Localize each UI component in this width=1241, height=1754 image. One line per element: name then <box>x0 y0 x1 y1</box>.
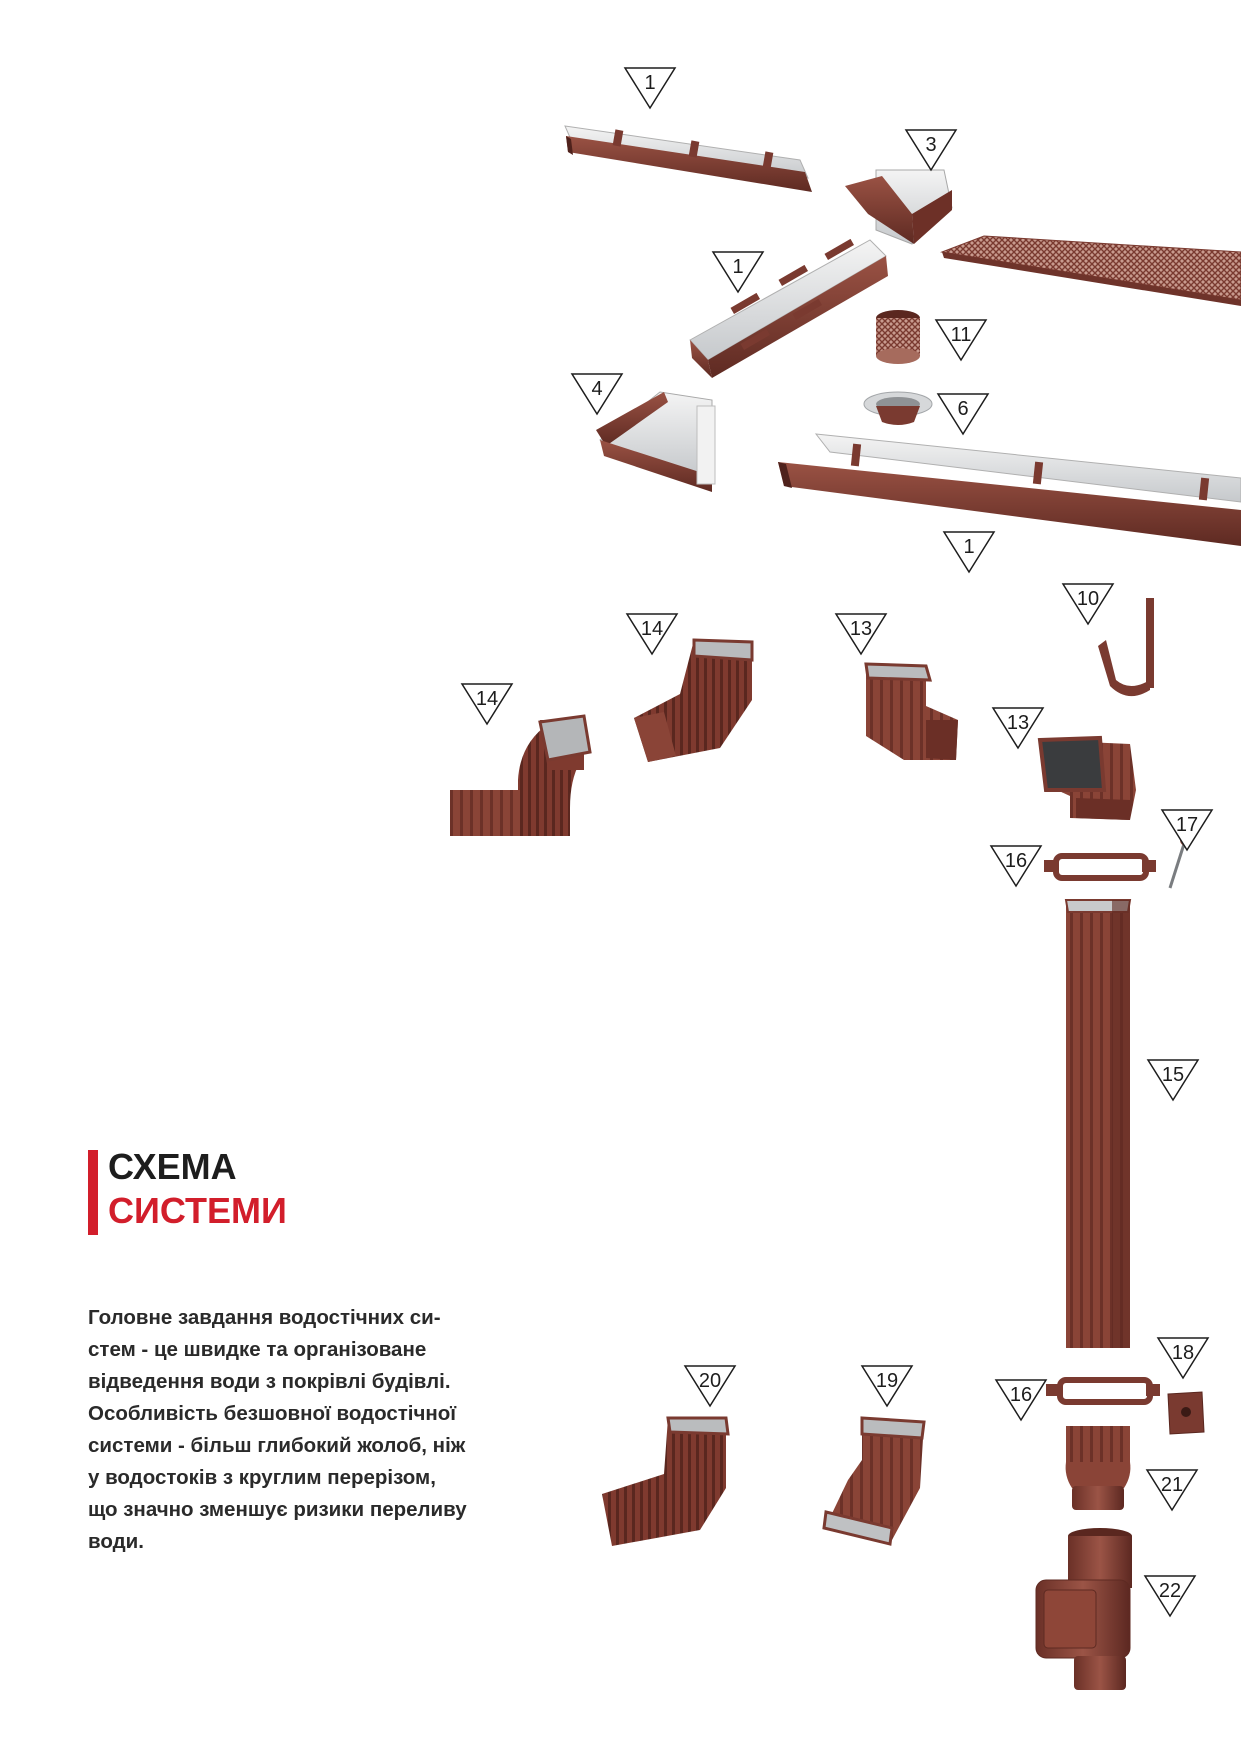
description-line: у водостоків з круглим перерізом, <box>88 1466 436 1489</box>
bracket-top-illustration <box>1044 856 1156 878</box>
svg-text:14: 14 <box>640 618 664 640</box>
callout-14-top <box>627 614 677 654</box>
svg-text:13: 13 <box>849 618 873 640</box>
callout-19 <box>862 1366 912 1406</box>
callout-13-right <box>993 708 1043 748</box>
callout-20 <box>685 1366 735 1406</box>
svg-text:1: 1 <box>732 256 744 278</box>
gutter-bottom-illustration <box>778 434 1241 546</box>
callout-4 <box>572 374 622 414</box>
svg-text:4: 4 <box>591 378 603 400</box>
svg-text:21: 21 <box>1160 1474 1184 1496</box>
svg-text:1: 1 <box>963 536 975 558</box>
heading-line-2: СИСТЕМИ <box>108 1190 287 1231</box>
callout-21 <box>1147 1470 1197 1510</box>
svg-text:10: 10 <box>1076 588 1100 610</box>
description-line: стем - це швидке та організоване <box>88 1338 427 1361</box>
callout-16-top <box>991 846 1041 886</box>
corner-inner-illustration <box>596 392 715 492</box>
svg-text:11: 11 <box>950 324 972 346</box>
callout-1-bottom <box>944 532 994 572</box>
callout-15 <box>1148 1060 1198 1100</box>
svg-text:13: 13 <box>1006 712 1030 734</box>
callout-1-middle <box>713 252 763 292</box>
svg-text:18: 18 <box>1171 1342 1195 1364</box>
elbow-c-illustration <box>866 664 958 760</box>
downpipe-illustration <box>1066 900 1130 1348</box>
callout-3 <box>906 130 956 170</box>
svg-text:1: 1 <box>644 72 656 94</box>
mesh-guard-panel-illustration <box>942 236 1241 306</box>
corner-outer-illustration <box>845 170 952 244</box>
adapter-illustration <box>1066 1426 1131 1510</box>
callout-17 <box>1162 810 1212 850</box>
svg-text:14: 14 <box>475 688 499 710</box>
callout-1-top <box>625 68 675 108</box>
elbow-b-illustration <box>634 640 752 762</box>
callout-6 <box>938 394 988 434</box>
elbow-a-illustration <box>450 716 590 836</box>
mesh-basket-illustration <box>876 310 920 364</box>
callout-22 <box>1145 1576 1195 1616</box>
elbow-e-illustration <box>602 1418 728 1546</box>
svg-text:16: 16 <box>1004 850 1028 872</box>
callout-11 <box>936 320 986 360</box>
svg-text:19: 19 <box>875 1370 899 1392</box>
hook-illustration <box>1098 598 1154 696</box>
svg-text:16: 16 <box>1009 1384 1033 1406</box>
svg-text:6: 6 <box>957 398 969 420</box>
gutter-top-illustration <box>565 126 812 192</box>
callout-10 <box>1063 584 1113 624</box>
bracket-bottom-illustration <box>1046 1380 1160 1402</box>
description-line: Особливість безшовної водостічної <box>88 1402 457 1425</box>
elbow-f-illustration <box>824 1418 924 1544</box>
description-line: води. <box>88 1530 144 1553</box>
elbow-d-illustration <box>1040 738 1136 820</box>
description-line: системи - більш глибокий жолоб, ніж <box>88 1434 466 1457</box>
callout-14-left <box>462 684 512 724</box>
svg-text:17: 17 <box>1175 814 1199 836</box>
callout-18 <box>1158 1338 1208 1378</box>
svg-text:22: 22 <box>1158 1580 1182 1602</box>
svg-text:20: 20 <box>698 1370 722 1392</box>
heading-line-1: СХЕМА <box>108 1146 237 1187</box>
description-line: що значно зменшує ризики переливу <box>88 1498 467 1521</box>
drain-trap-illustration <box>1036 1528 1132 1690</box>
svg-text:3: 3 <box>925 134 937 156</box>
wall-plate-illustration <box>1168 1392 1204 1434</box>
callout-13-top <box>836 614 886 654</box>
description-line: Головне завдання водостічних си- <box>88 1306 441 1329</box>
outlet-illustration <box>864 392 932 425</box>
description-line: відведення води з покрівлі будівлі. <box>88 1370 451 1393</box>
callout-16-bottom <box>996 1380 1046 1420</box>
svg-text:15: 15 <box>1161 1064 1185 1086</box>
